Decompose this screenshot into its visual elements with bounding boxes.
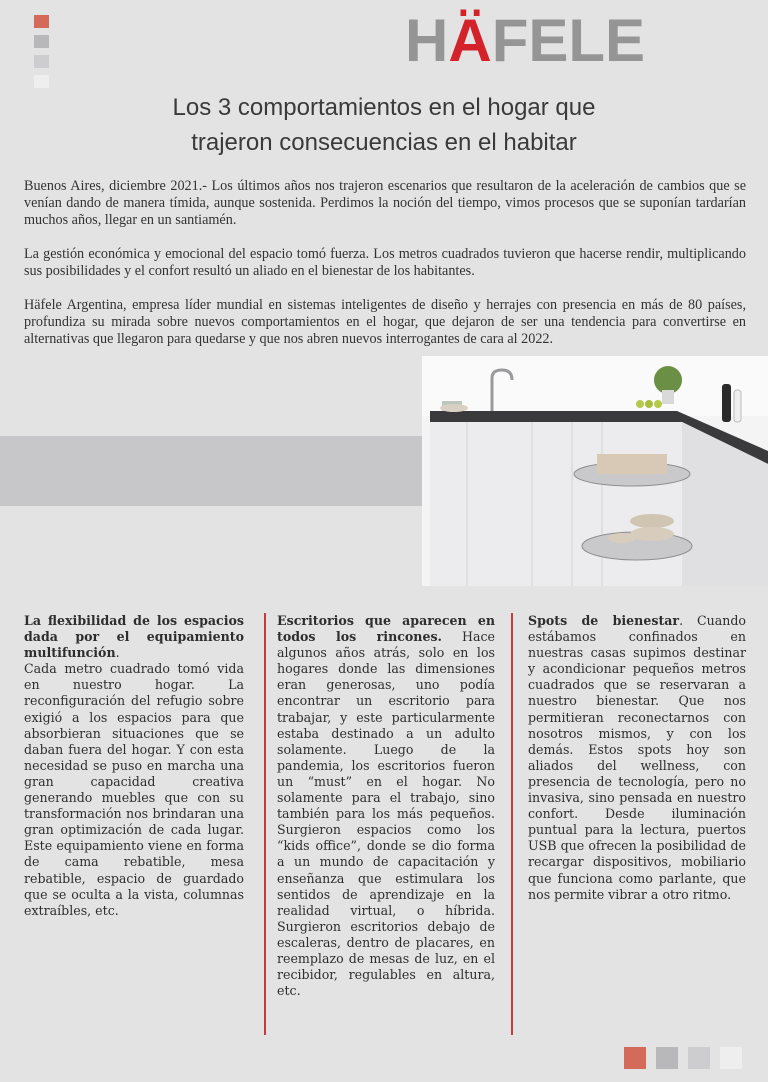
decor-square-bottom-4 bbox=[720, 1047, 742, 1069]
decor-square-4 bbox=[34, 75, 49, 88]
column-2-body: Hace algunos años atrás, solo en los hogares donde las dimensiones eran generosas, uno podía encontrar un escritorio para trabajar, y este particularmente estaba destinado a un adulto solamente. Luego de la pandemia, los escritorios fueron un “must” en el hogar. No solamente para el trabajo, sino también para los más pequeños. Surgieron espacios como los “kids office”, donde se dio forma a un mundo de capacitación y enseñanza que estimulara los sentidos de aprendizaje en la realidad virtual, o híbrida. Surgieron escritorios debajo de escaleras, dentro de placares, en reemplazo de mesas de luz, en el recibidor, regulables en altura, etc. bbox=[277, 629, 495, 999]
logo-prefix: H bbox=[405, 7, 449, 74]
kitchen-photo bbox=[422, 356, 768, 586]
decor-square-3 bbox=[34, 55, 49, 68]
column-3-body: Cuando estábamos confinados en nuestras casas supimos destinar y acondicionar pequeños metros cuadrados que se reservaran a nuestro bienestar. Que nos permitieran reconectarnos con nosotros mismos, y con los demás. Estos spots hoy son aliados del wellness, con presencia de tecnología, pero no invasiva, sino pensada en nuestro confort. Desde iluminación puntual para la lectura, puertos USB que ofrecen la posibilidad de recargar dispositivos, mobiliario que funciona como parlante, que nos permite vibrar a otro ritmo. bbox=[528, 613, 746, 902]
column-divider-1 bbox=[264, 613, 266, 1035]
column-3-heading: Spots de bienestar bbox=[528, 613, 680, 628]
decor-square-2 bbox=[34, 35, 49, 48]
page-title bbox=[40, 90, 728, 160]
intro-paragraph-2: La gestión económica y emocional del espacio tomó fuerza. Los metros cuadrados tuvieron que hacerse rendir, multiplicando sus posibilidades y el confort resultó un aliado en el bienestar de los habitantes. bbox=[24, 246, 746, 279]
decor-square-1 bbox=[34, 15, 49, 28]
title-line-2: trajeron consecuencias en el habitar bbox=[191, 129, 577, 156]
column-3-heading-end: . bbox=[679, 613, 684, 628]
decor-square-bottom-1 bbox=[624, 1047, 646, 1069]
column-escritorios bbox=[277, 613, 495, 999]
kitchen-illustration bbox=[422, 356, 768, 586]
logo-suffix: FELE bbox=[491, 7, 646, 74]
column-1-heading: La flexibilidad de los espacios dada por el equipamiento multifunción bbox=[24, 613, 244, 661]
column-spots bbox=[528, 613, 746, 903]
column-1-body: Cada metro cuadrado tomó vida en nuestro hogar. La reconfiguración del refugio sobre exigió a los espacios para que absorbieran situaciones que se daban fuera del hogar. Y con esta necesidad se puso en marcha una gran capacidad creativa generando muebles que con su transformación nos brindaran una gran optimización de cada lugar. Este equipamiento viene en forma de cama rebatible, mesa rebatible, espacio de guardado que se oculta a la vista, columnas extraíbles, etc. bbox=[24, 661, 244, 918]
intro-text bbox=[24, 178, 746, 365]
hafele-logo bbox=[405, 7, 730, 74]
column-1-heading-end: . bbox=[115, 645, 120, 661]
column-flexibilidad bbox=[24, 613, 244, 919]
column-divider-2 bbox=[511, 613, 513, 1035]
decor-square-bottom-3 bbox=[688, 1047, 710, 1069]
title-line-1: Los 3 comportamientos en el hogar que bbox=[172, 94, 596, 121]
column-2-heading: Escritorios que aparecen en todos los rincones. bbox=[277, 613, 495, 645]
gray-band bbox=[0, 436, 440, 506]
logo-accent-letter: Ä bbox=[448, 7, 492, 74]
intro-paragraph-3: Häfele Argentina, empresa líder mundial en sistemas inteligentes de diseño y herrajes con presencia en más de 80 países, profundiza su mirada sobre nuevos comportamientos en el hogar, que dejaron de ser una tendencia para convertirse en alternativas que llegaron para quedarse y que nos abren nuevos interrogantes de cara al 2022. bbox=[24, 297, 746, 347]
decor-square-bottom-2 bbox=[656, 1047, 678, 1069]
intro-paragraph-1: Buenos Aires, diciembre 2021.- Los últimos años nos trajeron escenarios que resultaron de la aceleración de cambios que se venían dando de manera tímida, aunque sostenida. Perdimos la noción del tiempo, vimos procesos que se suponían tardarían muchos años, llegar en un santiamén. bbox=[24, 178, 746, 228]
